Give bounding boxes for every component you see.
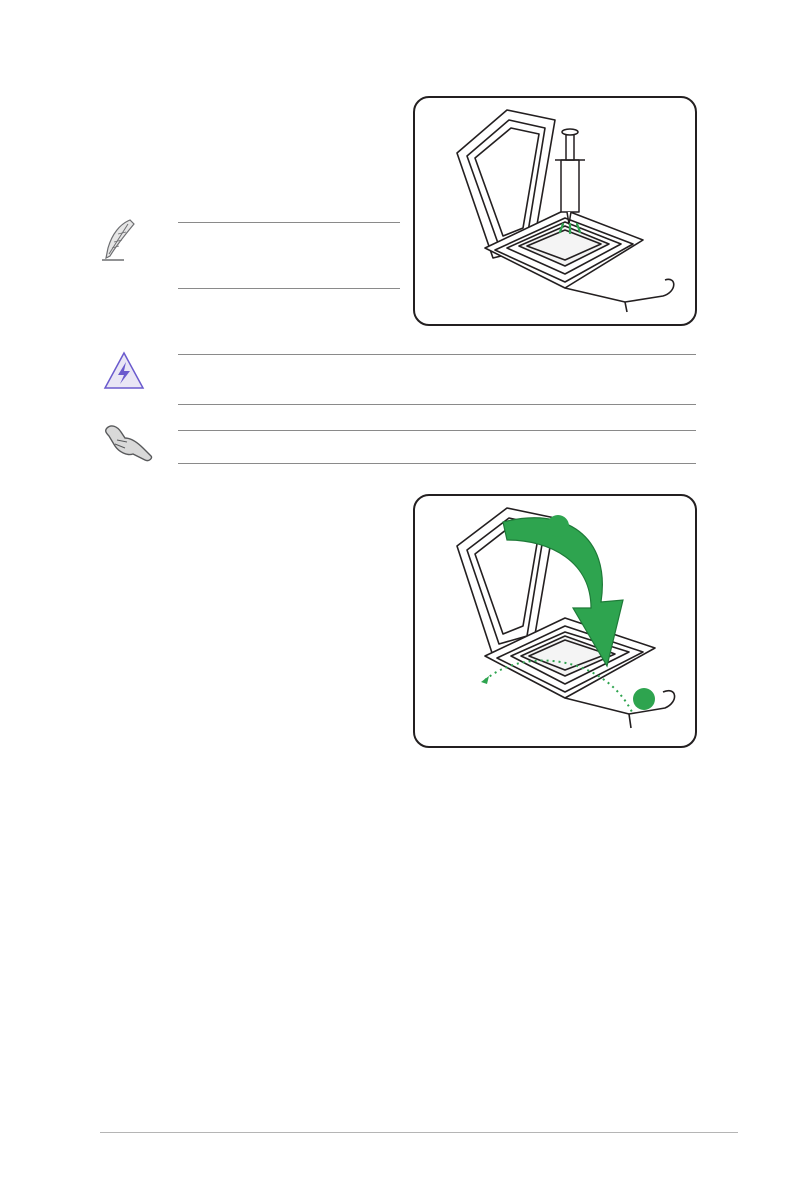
important-icon bbox=[103, 422, 155, 462]
pointing-hand-icon bbox=[103, 422, 155, 462]
step-marker-a bbox=[547, 515, 569, 537]
figure-close-load-plate bbox=[413, 494, 697, 748]
step-marker-b bbox=[633, 688, 655, 710]
note-icon bbox=[100, 218, 140, 264]
footer-rule bbox=[100, 1132, 738, 1133]
socket-lever bbox=[565, 691, 675, 714]
warning-bottom-rule bbox=[178, 404, 696, 405]
warning-icon bbox=[103, 350, 145, 392]
note-top-rule bbox=[178, 222, 400, 223]
feather-pen-icon bbox=[100, 218, 140, 264]
important-top-rule bbox=[178, 430, 696, 431]
note-bottom-rule bbox=[178, 288, 400, 289]
syringe bbox=[555, 129, 585, 224]
lightning-warning-icon bbox=[103, 350, 145, 392]
figure-apply-thermal-paste bbox=[413, 96, 697, 326]
important-bottom-rule bbox=[178, 463, 696, 464]
warning-top-rule bbox=[178, 354, 696, 355]
socket-lever bbox=[565, 279, 674, 302]
